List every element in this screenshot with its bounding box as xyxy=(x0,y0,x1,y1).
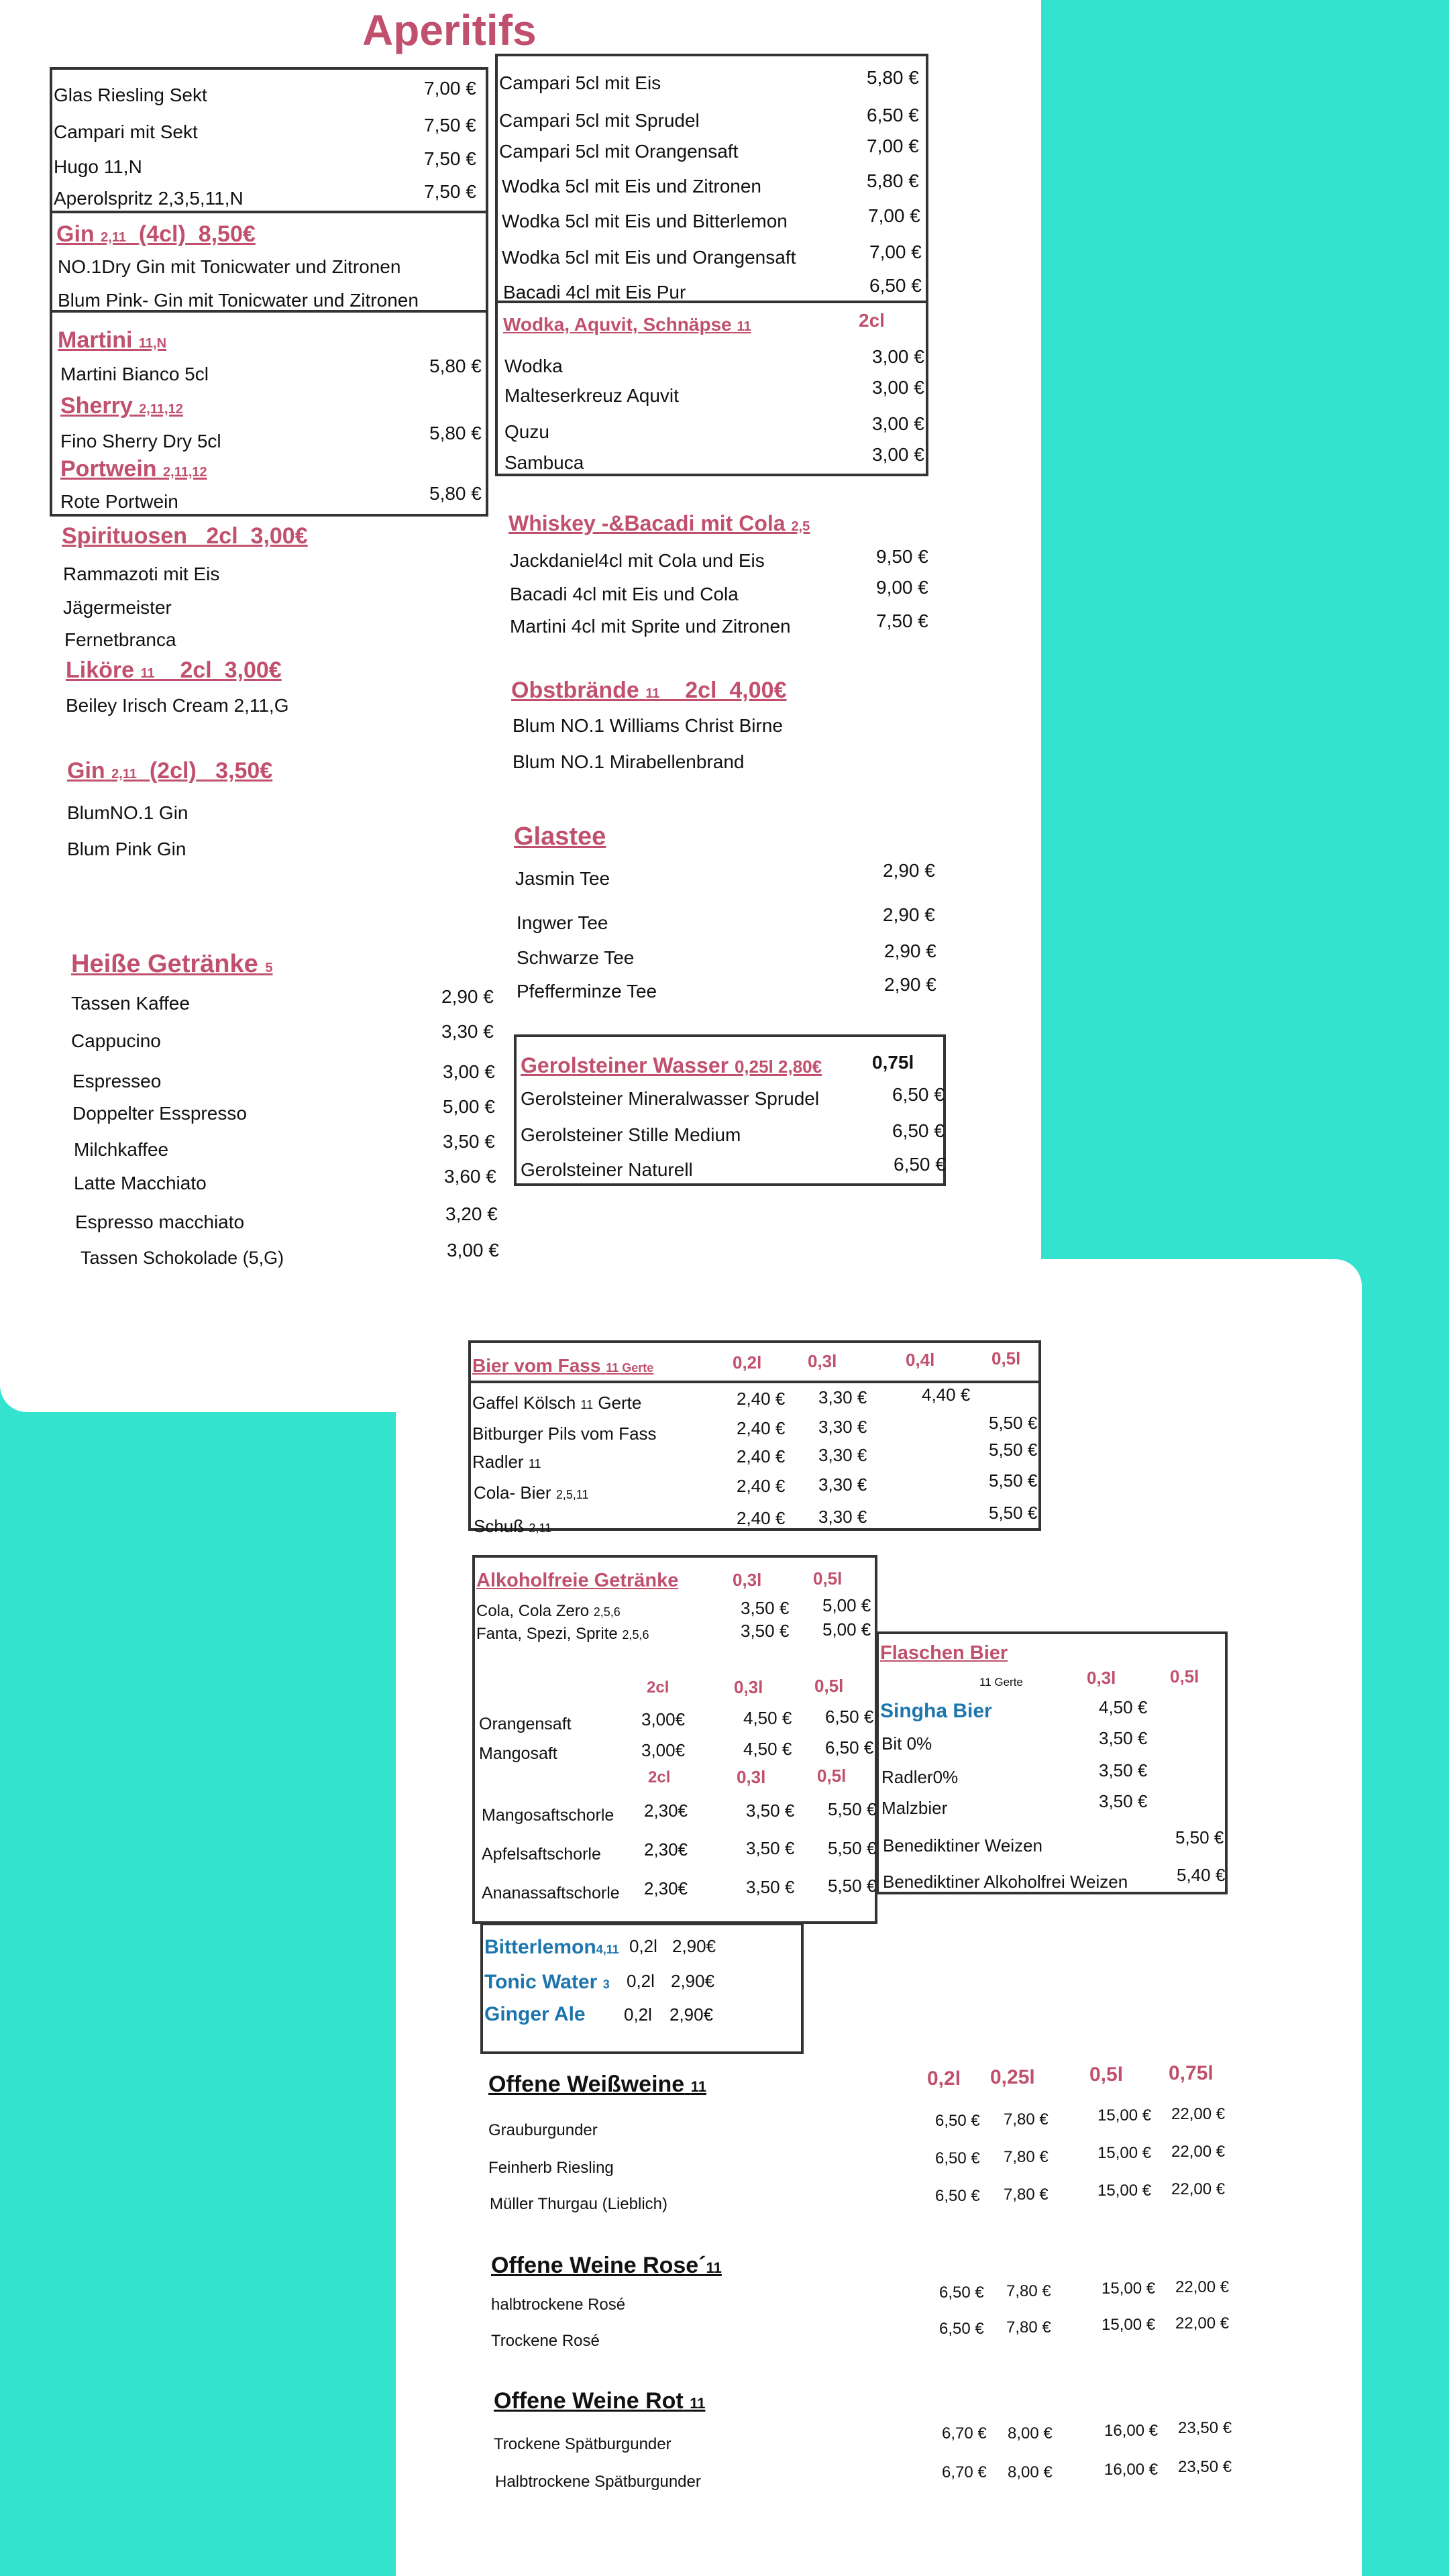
schnaps-size: 2cl xyxy=(859,310,885,331)
menu-item-price: 3,60 € xyxy=(444,1166,496,1187)
table-cell: 5,50 € xyxy=(989,1440,1038,1460)
table-row-name: Trockene Spätburgunder xyxy=(494,2435,672,2453)
table-cell: 6,50 € xyxy=(939,2320,984,2338)
menu-item-price: 6,50 € xyxy=(867,105,919,125)
column-header: 0,5l xyxy=(1170,1666,1199,1686)
table-row-name: Müller Thurgau (Lieblich) xyxy=(490,2195,668,2213)
column-header: 0,3l xyxy=(733,1570,762,1590)
table-cell: 6,50 € xyxy=(935,2112,980,2130)
menu-item-name: Tassen Schokolade (5,G) xyxy=(80,1248,284,1268)
menu-item-name: Pfefferminze Tee xyxy=(517,981,657,1002)
table-cell: 6,50 € xyxy=(939,2284,984,2302)
table-cell: 8,00 € xyxy=(1008,2463,1053,2481)
table-cell: 16,00 € xyxy=(1104,2461,1159,2479)
table-row-name: Singha Bier xyxy=(880,1700,992,1722)
menu-item-price: 5,80 € xyxy=(867,170,919,191)
menu-item-price: 3,00 € xyxy=(443,1061,495,1082)
table-cell: 5,50 € xyxy=(989,1470,1038,1491)
table-cell: 7,80 € xyxy=(1004,2148,1049,2166)
menu-item-price: 7,00 € xyxy=(867,136,919,156)
glastee-heading: Glastee xyxy=(514,822,606,851)
table-row-name: Cola- Bier 2,5,11 xyxy=(474,1483,589,1503)
table-row-name: Mangosaft xyxy=(479,1744,557,1763)
divider xyxy=(468,1381,1041,1383)
menu-item-name: Schwarze Tee xyxy=(517,947,635,968)
table-cell: 3,50 € xyxy=(746,1801,795,1821)
column-header: 0,2l xyxy=(927,2068,961,2090)
menu-item-name: Campari mit Sekt xyxy=(54,121,198,142)
table-cell: 23,50 € xyxy=(1178,2458,1232,2476)
column-header: 0,3l xyxy=(734,1677,763,1697)
menu-item-price: 3,00 € xyxy=(872,377,924,398)
menu-item-name: Jackdaniel4cl mit Cola und Eis xyxy=(510,550,765,571)
menu-item-price: 3,00 € xyxy=(872,346,924,367)
menu-item-price: 6,50 € xyxy=(894,1154,946,1175)
table-row-name: Feinherb Riesling xyxy=(488,2159,614,2177)
table-cell: 7,80 € xyxy=(1006,2282,1051,2300)
table-row-name: Fanta, Spezi, Sprite 2,5,6 xyxy=(476,1625,649,1643)
menu-item-name: Tassen Kaffee xyxy=(71,993,190,1014)
menu-item-name: Cappucino xyxy=(71,1030,161,1051)
table-cell: 3,30 € xyxy=(818,1445,867,1465)
table-cell: 15,00 € xyxy=(1097,2106,1152,2125)
menu-item-name: Aperolspritz 2,3,5,11,N xyxy=(54,188,244,209)
table-cell: 5,50 € xyxy=(828,1876,877,1896)
table-cell: 3,30 € xyxy=(818,1474,867,1495)
mixer-price: 2,90€ xyxy=(671,1971,715,1991)
menu-item-price: 3,30 € xyxy=(441,1021,494,1042)
table-cell: 2,40 € xyxy=(737,1446,786,1466)
table-cell: 2,30€ xyxy=(644,1801,688,1821)
table-row-name: Radler 11 xyxy=(472,1452,541,1472)
table-cell: 16,00 € xyxy=(1104,2422,1159,2440)
menu-item-name: Espresseo xyxy=(72,1071,162,1091)
menu-item-price: 7,50 € xyxy=(424,148,476,169)
portwein-heading: Portwein 2,11,12 xyxy=(60,456,207,482)
table-cell: 6,50 € xyxy=(935,2187,980,2205)
menu-item-price: 3,20 € xyxy=(445,1203,498,1224)
column-header: 0,3l xyxy=(737,1767,766,1787)
table-cell: 3,50 € xyxy=(741,1598,790,1618)
menu-item-price: 2,90 € xyxy=(884,974,936,995)
menu-item-price: 2,90 € xyxy=(884,941,936,961)
table-cell: 22,00 € xyxy=(1171,2180,1226,2198)
table-cell: 23,50 € xyxy=(1178,2419,1232,2437)
table-cell: 5,50 € xyxy=(989,1413,1038,1433)
menu-item-price: 5,80 € xyxy=(429,483,482,504)
table-cell: 3,30 € xyxy=(818,1417,867,1437)
table-row-name: Mangosaftschorle xyxy=(482,1806,614,1825)
table-row-name: Grauburgunder xyxy=(488,2121,598,2139)
menu-item-name: Jasmin Tee xyxy=(515,868,610,889)
table-cell: 22,00 € xyxy=(1175,2278,1230,2296)
rotwein-heading: Offene Weine Rot 11 xyxy=(494,2388,706,2414)
menu-item-price: 9,00 € xyxy=(876,577,928,598)
column-header: 0,3l xyxy=(808,1351,837,1371)
mixer-price: 2,90€ xyxy=(672,1936,716,1956)
table-cell: 3,50 € xyxy=(1099,1728,1148,1748)
likoere-heading: Liköre 11 2cl 3,00€ xyxy=(66,657,282,683)
alkfrei-heading: Alkoholfreie Getränke xyxy=(476,1570,679,1591)
column-header: 0,75l xyxy=(1169,2062,1214,2084)
obst-heading: Obstbrände 11 2cl 4,00€ xyxy=(511,678,787,703)
menu-item-name: Wodka 5cl mit Eis und Zitronen xyxy=(502,176,761,197)
menu-item-price: 7,00 € xyxy=(869,241,922,262)
table-cell: 6,50 € xyxy=(825,1737,874,1758)
menu-item-name: Campari 5cl mit Sprudel xyxy=(499,110,700,131)
table-cell: 4,50 € xyxy=(743,1739,792,1759)
menu-item-price: 3,00 € xyxy=(872,444,924,465)
table-cell: 7,80 € xyxy=(1004,2186,1049,2204)
menu-item-price: 5,80 € xyxy=(429,423,482,443)
menu-item-name: Quzu xyxy=(504,421,549,442)
menu-item-name: Blum Pink- Gin mit Tonicwater und Zitronen xyxy=(58,290,419,311)
table-cell: 6,70 € xyxy=(942,2424,987,2443)
table-cell: 5,50 € xyxy=(828,1838,877,1858)
whiskey-heading: Whiskey -&Bacadi mit Cola 2,5 xyxy=(508,511,810,535)
table-cell: 2,30€ xyxy=(644,1878,688,1898)
table-row-name: Radler0% xyxy=(881,1767,959,1787)
table-cell: 5,50 € xyxy=(1175,1827,1224,1847)
mixer-name: Ginger Ale xyxy=(484,2003,586,2025)
wasser-size: 0,75l xyxy=(872,1052,914,1073)
flaschen-note: 11 Gerte xyxy=(979,1676,1023,1688)
table-cell: 22,00 € xyxy=(1175,2314,1230,2332)
column-header: 2cl xyxy=(647,1678,669,1697)
menu-item-price: 6,50 € xyxy=(869,275,922,296)
table-cell: 22,00 € xyxy=(1171,2105,1226,2123)
table-row-name: Schuß 2,11 xyxy=(474,1516,552,1536)
table-cell: 5,00 € xyxy=(822,1595,871,1615)
column-header: 2cl xyxy=(648,1768,671,1786)
menu-item-name: Wodka 5cl mit Eis und Bitterlemon xyxy=(502,211,788,231)
page-title: Aperitifs xyxy=(362,6,537,54)
table-cell: 8,00 € xyxy=(1008,2424,1053,2443)
column-header: 0,25l xyxy=(990,2066,1035,2088)
martini-heading: Martini 11,N xyxy=(58,327,167,353)
menu-item-name: Espresso macchiato xyxy=(75,1212,245,1232)
hot-drinks-heading: Heiße Getränke 5 xyxy=(71,950,273,978)
table-cell: 5,50 € xyxy=(989,1503,1038,1523)
menu-item-price: 3,00 € xyxy=(447,1240,499,1260)
menu-item-price: 2,90 € xyxy=(883,860,935,881)
menu-item-name: Blum NO.1 Williams Christ Birne xyxy=(513,715,783,736)
table-cell: 15,00 € xyxy=(1097,2144,1152,2162)
menu-item-name: Fino Sherry Dry 5cl xyxy=(60,431,221,451)
table-row-name: Cola, Cola Zero 2,5,6 xyxy=(476,1602,621,1620)
table-row-name: Gaffel Kölsch 11 Gerte xyxy=(472,1393,642,1413)
table-cell: 7,80 € xyxy=(1004,2110,1049,2129)
table-cell: 6,70 € xyxy=(942,2463,987,2481)
table-cell: 15,00 € xyxy=(1102,2316,1156,2334)
menu-item-name: Ingwer Tee xyxy=(517,912,608,933)
menu-item-name: Milchkaffee xyxy=(74,1139,169,1160)
table-cell: 3,30 € xyxy=(818,1387,867,1407)
table-row-name: Trockene Rosé xyxy=(491,2332,600,2350)
table-row-name: Apfelsaftschorle xyxy=(482,1845,601,1864)
menu-item-name: Gerolsteiner Stille Medium xyxy=(521,1124,741,1145)
mixer-size: 0,2l xyxy=(629,1936,657,1956)
bier-heading: Bier vom Fass 11 Gerte xyxy=(472,1355,654,1376)
menu-item-price: 6,50 € xyxy=(892,1120,945,1141)
column-header: 0,5l xyxy=(814,1676,844,1696)
table-cell: 2,40 € xyxy=(737,1389,786,1409)
table-cell: 15,00 € xyxy=(1097,2182,1152,2200)
table-row-name: halbtrockene Rosé xyxy=(491,2296,626,2314)
column-header: 0,4l xyxy=(906,1350,935,1370)
menu-item-name: Bacadi 4cl mit Eis Pur xyxy=(503,282,686,303)
gin-heading: Gin 2,11 (4cl) 8,50€ xyxy=(56,221,256,247)
menu-item-price: 9,50 € xyxy=(876,546,928,567)
mixer-price: 2,90€ xyxy=(669,2004,714,2025)
menu-item-price: 3,00 € xyxy=(872,413,924,434)
table-cell: 3,30 € xyxy=(818,1507,867,1527)
menu-item-name: Gerolsteiner Naturell xyxy=(521,1159,693,1180)
menu-item-name: Hugo 11,N xyxy=(54,156,142,177)
menu-item-name: Rammazoti mit Eis xyxy=(63,564,220,584)
table-cell: 3,50 € xyxy=(1099,1791,1148,1811)
table-cell: 3,50 € xyxy=(741,1621,790,1641)
table-cell: 3,50 € xyxy=(746,1838,795,1858)
wasser-heading: Gerolsteiner Wasser 0,25l 2,80€ xyxy=(521,1053,822,1077)
table-row-name: Bitburger Pils vom Fass xyxy=(472,1424,657,1444)
menu-item-price: 5,80 € xyxy=(429,356,482,376)
menu-item-price: 7,50 € xyxy=(424,181,476,202)
column-header: 0,5l xyxy=(813,1568,843,1589)
menu-item-price: 7,00 € xyxy=(424,78,476,99)
gin2-heading: Gin 2,11 (2cl) 3,50€ xyxy=(67,758,273,784)
table-cell: 5,00 € xyxy=(822,1619,871,1640)
schnaps-heading: Wodka, Aquvit, Schnäpse 11 xyxy=(503,314,751,335)
table-cell: 2,40 € xyxy=(737,1508,786,1528)
column-header: 0,2l xyxy=(733,1352,762,1373)
sherry-heading: Sherry 2,11,12 xyxy=(60,393,183,419)
menu-item-price: 2,90 € xyxy=(441,986,494,1007)
menu-item-name: Wodka xyxy=(504,356,563,376)
mixer-name: Bitterlemon4,11 xyxy=(484,1936,619,1958)
menu-item-price: 5,80 € xyxy=(867,67,919,88)
menu-item-price: 2,90 € xyxy=(883,904,935,925)
table-cell: 2,40 € xyxy=(737,1476,786,1496)
weisswein-heading: Offene Weißweine 11 xyxy=(488,2072,706,2097)
table-row-name: Bit 0% xyxy=(881,1733,932,1754)
menu-item-name: Campari 5cl mit Eis xyxy=(499,72,661,93)
menu-item-name: Glas Riesling Sekt xyxy=(54,85,207,105)
menu-item-name: Rote Portwein xyxy=(60,491,178,512)
menu-item-price: 6,50 € xyxy=(892,1084,945,1105)
table-row-name: Halbtrockene Spätburgunder xyxy=(495,2473,701,2491)
menu-item-name: Blum Pink Gin xyxy=(67,839,186,859)
column-header: 0,5l xyxy=(1089,2063,1124,2086)
menu-item-name: Blum NO.1 Mirabellenbrand xyxy=(513,751,745,772)
table-cell: 6,50 € xyxy=(825,1707,874,1727)
table-cell: 4,50 € xyxy=(743,1708,792,1728)
table-cell: 15,00 € xyxy=(1102,2279,1156,2298)
rose-heading: Offene Weine Rose´11 xyxy=(491,2253,722,2278)
menu-item-name: BlumNO.1 Gin xyxy=(67,802,189,823)
menu-item-name: Martini Bianco 5cl xyxy=(60,364,209,384)
table-row-name: Ananassaftschorle xyxy=(482,1884,620,1902)
table-cell: 3,50 € xyxy=(746,1877,795,1897)
menu-item-price: 3,50 € xyxy=(443,1131,495,1152)
menu-item-name: Bacadi 4cl mit Eis und Cola xyxy=(510,584,739,604)
table-cell: 3,00€ xyxy=(641,1709,686,1729)
table-cell: 2,30€ xyxy=(644,1839,688,1860)
table-cell: 4,40 € xyxy=(922,1385,971,1405)
table-row-name: Orangensaft xyxy=(479,1715,572,1733)
menu-item-name: Sambuca xyxy=(504,452,584,473)
spirituosen-heading: Spirituosen 2cl 3,00€ xyxy=(62,523,308,549)
mixer-size: 0,2l xyxy=(627,1971,655,1991)
menu-item-name: Beiley Irisch Cream 2,11,G xyxy=(66,695,289,716)
table-row-name: Malzbier xyxy=(881,1798,948,1818)
flaschen-heading: Flaschen Bier xyxy=(880,1642,1008,1664)
table-cell: 7,80 € xyxy=(1006,2318,1051,2337)
menu-item-name: Malteserkreuz Aquvit xyxy=(504,385,679,406)
table-cell: 5,40 € xyxy=(1177,1865,1226,1885)
table-cell: 3,50 € xyxy=(1099,1760,1148,1780)
table-cell: 22,00 € xyxy=(1171,2143,1226,2161)
table-row-name: Benediktiner Alkoholfrei Weizen xyxy=(883,1872,1128,1892)
table-cell: 3,00€ xyxy=(641,1740,686,1760)
mixer-size: 0,2l xyxy=(624,2004,652,2025)
column-header: 0,5l xyxy=(817,1766,847,1786)
menu-item-name: Jägermeister xyxy=(63,597,172,618)
menu-item-price: 7,00 € xyxy=(868,205,920,226)
table-cell: 5,50 € xyxy=(828,1799,877,1819)
menu-item-name: NO.1Dry Gin mit Tonicwater und Zitronen xyxy=(58,256,401,277)
menu-item-name: Latte Macchiato xyxy=(74,1173,207,1193)
menu-item-name: Wodka 5cl mit Eis und Orangensaft xyxy=(502,247,796,268)
table-row-name: Benediktiner Weizen xyxy=(883,1835,1042,1856)
menu-item-name: Campari 5cl mit Orangensaft xyxy=(499,141,739,162)
menu-item-name: Martini 4cl mit Sprite und Zitronen xyxy=(510,616,791,637)
table-cell: 6,50 € xyxy=(935,2149,980,2167)
table-cell: 2,40 € xyxy=(737,1418,786,1438)
mixer-name: Tonic Water 3 xyxy=(484,1971,610,1993)
menu-item-name: Fernetbranca xyxy=(64,629,176,650)
column-header: 0,5l xyxy=(991,1348,1021,1368)
menu-item-name: Doppelter Esspresso xyxy=(72,1103,247,1124)
column-header: 0,3l xyxy=(1087,1668,1116,1688)
menu-item-price: 5,00 € xyxy=(443,1096,495,1117)
menu-item-name: Gerolsteiner Mineralwasser Sprudel xyxy=(521,1088,820,1109)
divider xyxy=(50,211,488,213)
menu-item-price: 7,50 € xyxy=(876,610,928,631)
menu-item-price: 7,50 € xyxy=(424,115,476,136)
table-cell: 4,50 € xyxy=(1099,1697,1148,1717)
